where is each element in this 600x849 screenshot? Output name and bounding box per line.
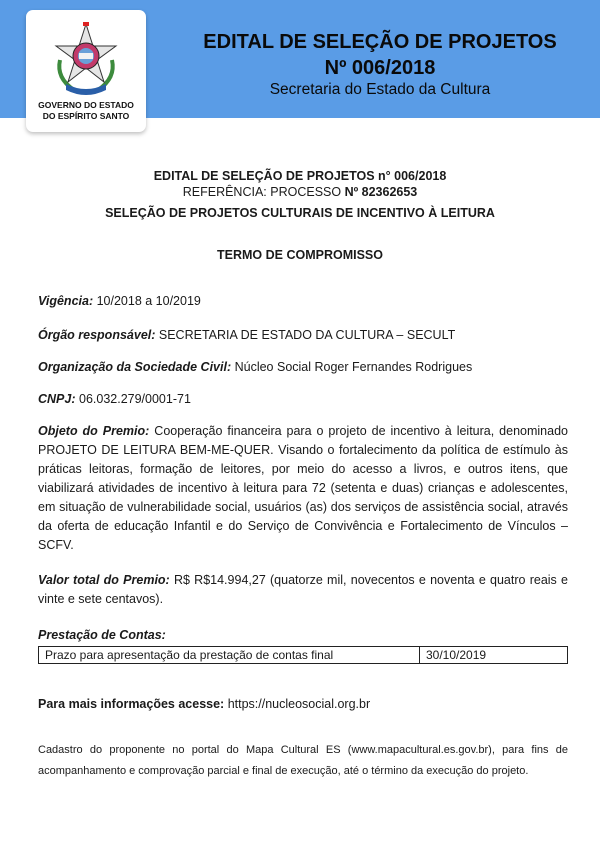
orgao-label: Órgão responsável: bbox=[38, 328, 156, 342]
logo-caption-line1: GOVERNO DO ESTADO bbox=[38, 100, 134, 110]
prazo-date-cell: 30/10/2019 bbox=[420, 647, 568, 664]
prestacao-heading bbox=[38, 626, 568, 645]
field-osc bbox=[38, 358, 568, 377]
header-edital-number: Nº 006/2018 bbox=[324, 57, 436, 79]
field-vigencia bbox=[38, 292, 568, 311]
field-cnpj bbox=[38, 390, 568, 409]
cnpj-value: 06.032.279/0001-71 bbox=[75, 392, 191, 406]
prestacao-label: Prestação de Contas: bbox=[38, 628, 166, 642]
state-logo bbox=[26, 10, 146, 132]
logo-caption-line2: DO ESPÍRITO SANTO bbox=[42, 111, 130, 121]
more-info-url[interactable]: https://nucleosocial.org.br bbox=[224, 697, 371, 711]
osc-value: Núcleo Social Roger Fernandes Rodrigues bbox=[231, 360, 473, 374]
more-info bbox=[38, 695, 568, 714]
valor-label: Valor total do Premio: bbox=[38, 573, 170, 587]
header-title: EDITAL DE SELEÇÃO DE PROJETOS bbox=[203, 31, 557, 53]
term-title: TERMO DE COMPROMISSO bbox=[217, 248, 383, 262]
vigencia-label: Vigência: bbox=[38, 294, 94, 308]
process-reference-prefix: REFERÊNCIA: PROCESSO bbox=[182, 185, 345, 199]
field-valor bbox=[38, 571, 568, 609]
selection-subtitle: SELEÇÃO DE PROJETOS CULTURAIS DE INCENTIVO À LEITURA bbox=[105, 206, 495, 220]
osc-label: Organização da Sociedade Civil: bbox=[38, 360, 232, 374]
header-subtitle: Secretaria do Estado da Cultura bbox=[269, 81, 491, 98]
process-reference bbox=[30, 184, 570, 200]
process-number: Nº 82362653 bbox=[344, 185, 418, 199]
valor-value: R$ R$14.994,27 (quatorze mil, novecentos e noventa e quatro reais e vinte e sete centavos). bbox=[38, 573, 568, 606]
table-row bbox=[39, 647, 568, 664]
field-orgao bbox=[38, 326, 568, 345]
prazo-label-cell: Prazo para apresentação da prestação de contas final bbox=[39, 647, 420, 664]
objeto-label: Objeto do Premio: bbox=[38, 424, 150, 438]
field-objeto bbox=[38, 422, 568, 555]
footer-note: Cadastro do proponente no portal do Mapa Cultural ES (www.mapacultural.es.gov.br), para fins de acompanhamento e comprovação parcial e final de execução, até o término da execução do projeto. bbox=[38, 744, 568, 777]
orgao-value: SECRETARIA DE ESTADO DA CULTURA – SECULT bbox=[155, 328, 456, 342]
edital-heading: EDITAL DE SELEÇÃO DE PROJETOS n° 006/2018 bbox=[153, 169, 447, 183]
prestacao-table bbox=[38, 646, 568, 664]
objeto-value: Cooperação financeira para o projeto de incentivo à leitura, denominado PROJETO DE LEITURA BEM-ME-QUER. Visando o fortalecimento da política de estímulo às práticas leitoras, formação de leitores, por meio do acesso a livros, e outros itens, que viabilizará atividades de incentivo à leitura para 72 (setenta e duas) crianças e adolescentes, em situação de vulnerabilidade social, usuários (as) dos serviços de assistência social, através da oferta de educação Infantil e do Serviço de Convivência e Fortalecimento de Vínculos – SCFV. bbox=[38, 424, 568, 552]
coat-of-arms-icon bbox=[52, 20, 120, 98]
vigencia-value: 10/2018 a 10/2019 bbox=[93, 294, 201, 308]
more-info-label: Para mais informações acesse: bbox=[38, 697, 225, 711]
cnpj-label: CNPJ: bbox=[38, 392, 76, 406]
